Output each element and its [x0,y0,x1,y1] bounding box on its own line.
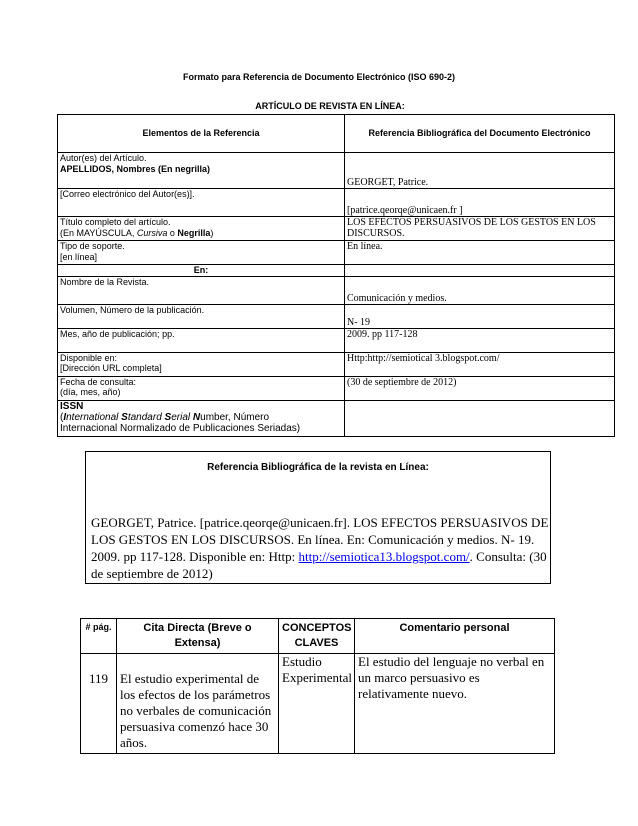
row-label-2: APELLIDOS, Nombres (En negrilla) [60,163,211,174]
row-value: [patrice.qeorqe@unicaen.fr ] [345,189,615,217]
row-value: Http:http://semiotical 3.blogspot.com/ [345,352,615,376]
bib-link[interactable]: http://semiotica13.blogspot.com/ [298,549,470,564]
row-label: Nombre de la Revista. [58,276,345,304]
bib-text [91,514,549,582]
row-value: (30 de septiembre de 2012) [345,376,615,400]
row-label-2: (día, mes, año) [60,387,121,397]
label-part: umber, Número [200,411,270,423]
row-label-3: Internacional Normalizado de Publicaciones Seriadas) [60,422,301,434]
header-reference: Referencia Bibliográfica del Documento Electrónico [345,115,615,153]
row-label: Volumen, Número de la publicación. [58,304,345,328]
row-value: N- 19 [345,304,615,328]
table-row [58,304,615,328]
row-label: Disponible en: [60,352,118,363]
label-part: ( [60,411,64,423]
quote-text: El estudio experimental de los efectos de los parámetros no verbales de comunicación persuasiva comenzó hace 30 años. [117,654,279,754]
table-row [58,241,615,265]
table-row [58,153,615,189]
table-row [58,352,615,376]
row-label-2: [en línea] [60,251,98,262]
label-part: o [167,227,178,238]
label-part: S [164,411,172,423]
row-label: ISSN [60,400,84,412]
document-subtitle: ARTÍCULO DE REVISTA EN LÍNEA: [255,101,405,111]
row-label: En: [58,265,345,277]
row-label: Mes, año de publicación; pp. [58,328,345,352]
label-part: tandard [127,411,165,423]
header-elements: Elementos de la Referencia [58,115,345,153]
row-label: Fecha de consulta: [60,376,137,387]
table-row [58,189,615,217]
row-label: Tipo de soporte. [60,241,125,251]
bibliographic-reference-box [85,451,551,584]
header-comment: Comentario personal [355,619,555,654]
row-label: Título completo del artículo. [60,217,171,227]
label-part: N [192,411,201,423]
table-row [58,376,615,400]
label-part: nternational [66,411,122,423]
label-part: (En MAYÚSCULA, [60,227,137,238]
table-row [58,217,615,241]
label-part: Cursiva [136,227,168,238]
page-number: 119 [81,654,117,754]
row-value: En línea. [345,241,615,265]
table-row [58,328,615,352]
header-quote: Cita Directa (Breve o Extensa) [117,619,279,654]
label-part: S [121,411,128,423]
row-value: Comunicación y medios. [345,276,615,304]
table-row [81,654,555,754]
bib-heading: Referencia Bibliográfica de la revista en Línea: [207,462,429,473]
row-value: GEORGET, Patrice. [345,153,615,189]
row-value: LOS EFECTOS PERSUASIVOS DE LOS GESTOS EN LOS DISCURSOS. [345,217,615,241]
table-row [58,400,615,436]
row-label-2: [Dirección URL completa] [60,363,162,373]
label-part: erial [171,411,193,423]
row-label: [Correo electrónico del Autor(es)]. [58,189,345,217]
comment-text: El estudio del lenguaje no verbal en un marco persuasivo es relativamente nuevo. [355,654,555,754]
row-value [345,400,615,436]
row-label: Autor(es) del Artículo. [60,153,147,163]
label-part: ) [210,227,214,238]
bib-text-start: GEORGET, Patrice. [patrice.qeorqe@unicaen.fr]. LOS EFECTOS PERSUASIVOS DE LOS GESTOS EN LOS DISCURSOS. En línea. En: Comunicación y medios. N- 19. 2009. pp 117-128. Disponible en: Http: [91,515,549,564]
header-concepts: CONCEPTOS CLAVES [279,619,355,654]
row-value: 2009. pp 117-128 [345,328,615,352]
quote-table [80,618,555,754]
row-value [345,265,615,277]
header-page: # pág. [81,619,117,654]
label-part: I [63,411,67,423]
bib-text-end: . Consulta: (30 de septiembre de 2012) [91,549,547,581]
reference-elements-table [57,114,615,437]
table-row [58,265,615,277]
document-title: Formato para Referencia de Documento Electrónico (ISO 690-2) [182,72,456,82]
concepts-text: Estudio Experimental [279,654,355,754]
table-row [58,276,615,304]
label-part: Negrilla [177,227,211,238]
